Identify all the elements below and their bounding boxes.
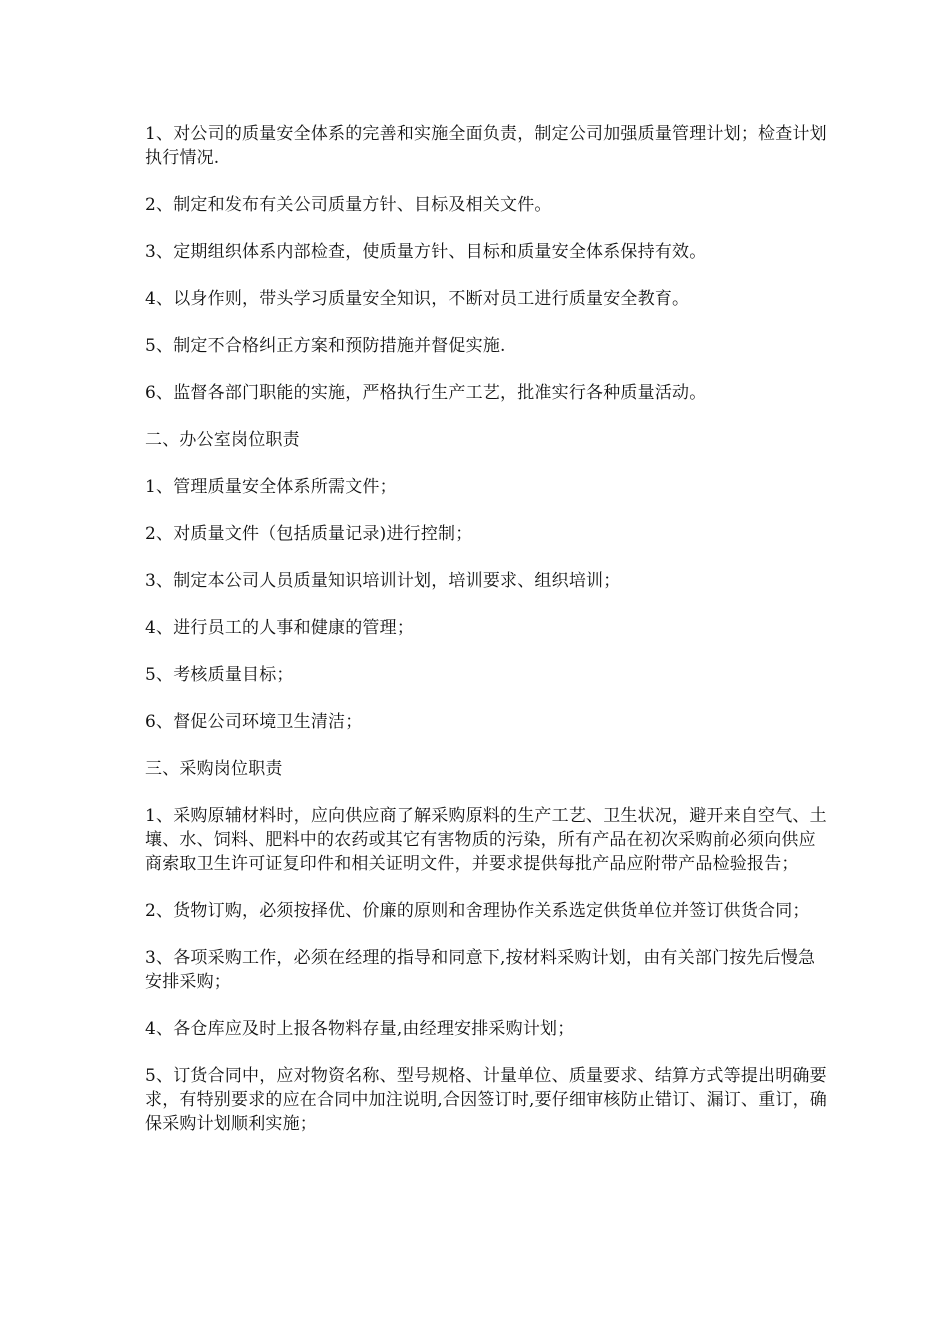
paragraph-8: 2、对质量文件（包括质量记录)进行控制； xyxy=(145,524,473,544)
paragraph-9: 3、制定本公司人员质量知识培训计划，培训要求、组织培训； xyxy=(145,571,621,591)
paragraph-3: 3、定期组织体系内部检查，使质量方针、目标和质量安全体系保持有效。 xyxy=(145,242,707,262)
paragraph-1: 1、对公司的质量安全体系的完善和实施全面负责，制定公司加强质量管理计划；检查计划执行情况. xyxy=(145,124,827,168)
paragraph-15: 3、各项采购工作，必须在经理的指导和同意下,按材料采购计划，由有关部门按先后慢急安排采购； xyxy=(145,948,816,992)
section-heading-office: 二、办公室岗位职责 xyxy=(145,430,300,450)
paragraph-6: 6、监督各部门职能的实施，严格执行生产工艺，批准实行各种质量活动。 xyxy=(145,383,707,403)
paragraph-17: 5、订货合同中，应对物资名称、型号规格、计量单位、质量要求、结算方式等提出明确要求，有特别要求的应在合同中加注说明,合因签订时,要仔细审核防止错订、漏订、重订，确保采购计划顺利实施； xyxy=(145,1066,828,1134)
paragraph-16: 4、各仓库应及时上报各物料存量,由经理安排采购计划； xyxy=(145,1019,575,1039)
paragraph-4: 4、以身作则，带头学习质量安全知识，不断对员工进行质量安全教育。 xyxy=(145,289,690,309)
paragraph-14: 2、货物订购，必须按择优、价廉的原则和舍理协作关系选定供货单位并签订供货合同； xyxy=(145,901,810,921)
paragraph-12: 6、督促公司环境卫生清洁； xyxy=(145,712,363,732)
paragraph-5: 5、制定不合格纠正方案和预防措施并督促实施. xyxy=(145,336,506,356)
paragraph-10: 4、进行员工的人事和健康的管理； xyxy=(145,618,415,638)
paragraph-13: 1、采购原辅材料时，应向供应商了解采购原料的生产工艺、卫生状况，避开来自空气、土壤、水、饲料、肥料中的农药或其它有害物质的污染，所有产品在初次采购前必须向供应商索取卫生许可证复印件和相关证明文件，并要求提供每批产品应附带产品检验报告； xyxy=(145,806,827,874)
paragraph-11: 5、考核质量目标； xyxy=(145,665,294,685)
paragraph-2: 2、制定和发布有关公司质量方针、目标及相关文件。 xyxy=(145,195,552,215)
paragraph-7: 1、管理质量安全体系所需文件； xyxy=(145,477,397,497)
section-heading-purchasing: 三、采购岗位职责 xyxy=(145,759,283,779)
